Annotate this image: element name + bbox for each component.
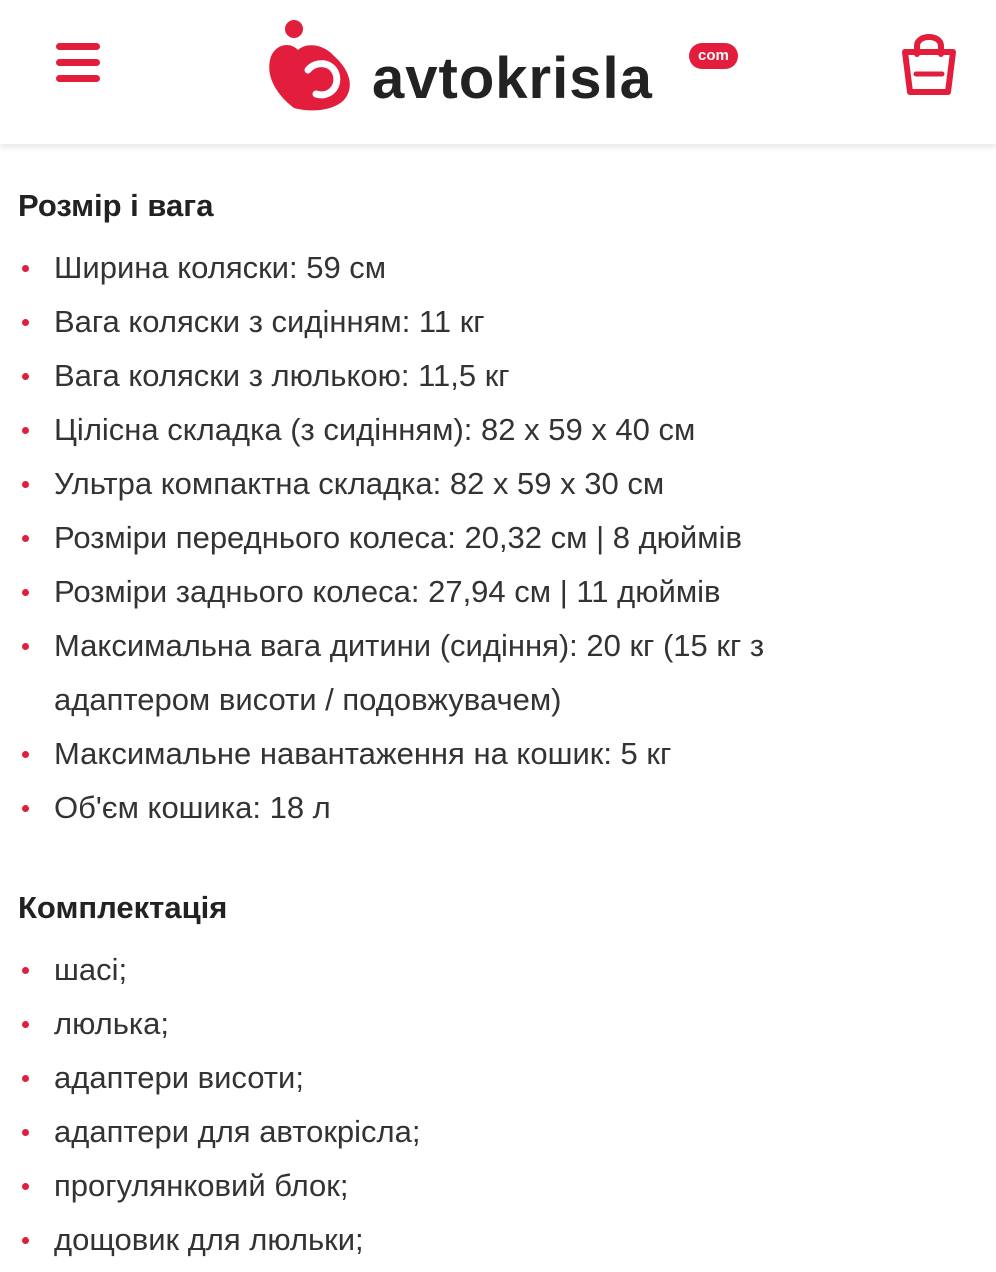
logo-wordmark: avtokrisla [372,46,653,111]
bullet-icon [22,373,29,380]
shopping-bag-icon[interactable] [898,30,960,98]
logo-badge: com [689,43,738,69]
list-item: прогулянковий блок; [18,1159,918,1213]
site-header [0,0,996,144]
spec-list-package [18,943,918,1267]
heart-logo-icon [264,16,364,116]
list-item: Максимальна вага дитини (сидіння): 20 кг (15 кг з адаптером висоти / подовжувачем) [18,619,918,727]
list-item: Вага коляски з сидінням: 11 кг [18,295,918,349]
list-item: Ультра компактна складка: 82 х 59 х 30 см [18,457,918,511]
list-item: адаптери для автокрісла; [18,1105,918,1159]
bullet-icon [22,1021,29,1028]
bullet-icon [22,265,29,272]
section-title-size-weight: Розмір і вага [18,188,214,223]
list-item: шасі; [18,943,918,997]
bullet-icon [22,805,29,812]
bullet-icon [22,643,29,650]
list-item: Вага коляски з люлькою: 11,5 кг [18,349,918,403]
bullet-icon [22,319,29,326]
list-item: дощовик для люльки; [18,1213,918,1267]
list-item: Ширина коляски: 59 см [18,241,918,295]
list-item: люлька; [18,997,918,1051]
bullet-icon [22,427,29,434]
spec-list-size-weight [18,241,918,835]
list-item: Розміри переднього колеса: 20,32 см | 8 дюймів [18,511,918,565]
bullet-icon [22,1075,29,1082]
list-item: Максимальне навантаження на кошик: 5 кг [18,727,918,781]
bullet-icon [22,1129,29,1136]
bullet-icon [22,535,29,542]
bullet-icon [22,1183,29,1190]
bullet-icon [22,751,29,758]
site-logo[interactable] [264,16,744,116]
bullet-icon [22,481,29,488]
section-title-package: Комплектація [18,890,228,925]
bullet-icon [22,589,29,596]
list-item: Об'єм кошика: 18 л [18,781,918,835]
list-item: адаптери висоти; [18,1051,918,1105]
list-item: Цілісна складка (з сидінням): 82 х 59 х 40 см [18,403,918,457]
hamburger-menu-icon[interactable] [52,38,104,88]
bullet-icon [22,967,29,974]
list-item: Розміри заднього колеса: 27,94 см | 11 дюймів [18,565,918,619]
bullet-icon [22,1237,29,1244]
